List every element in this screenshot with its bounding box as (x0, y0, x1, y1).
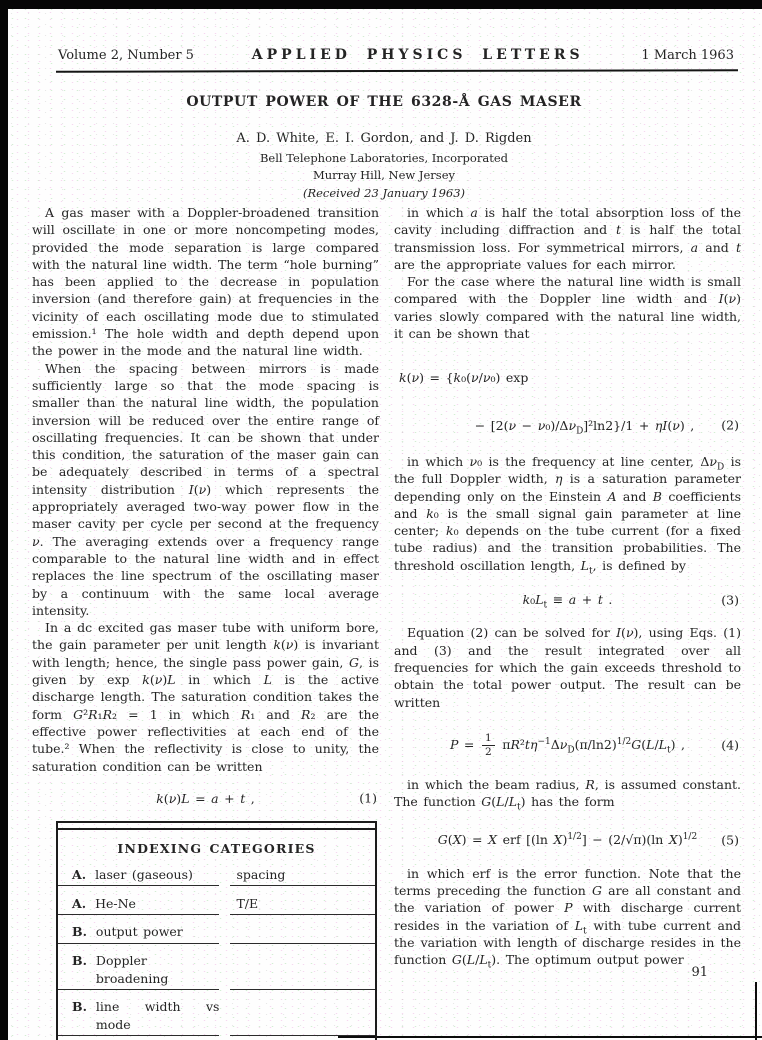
paragraph-4: in which a is half the total absorption loss of the cavity including diffraction and t is half the total transmission loss. For symmetrical mirrors, a and t are the appropriate values for each mirror. (394, 205, 741, 272)
page-number: 91 (691, 965, 708, 980)
indexing-box-title: INDEXING CATEGORIES (117, 841, 316, 857)
equation-2-line1: k(ν) = {k₀(ν/ν₀) exp (399, 370, 529, 386)
journal-header (58, 47, 734, 63)
indexing-row (68, 998, 365, 1036)
article-title-block (32, 94, 736, 200)
equation-5-body: G(X) = X erf [(ln X)$^{1/2}$] − (2/√π)(ln X)$^{1/2}$ (437, 832, 698, 848)
right-column (394, 204, 741, 1040)
article-title: OUTPUT POWER OF THE 6328-Å GAS MASER (186, 94, 582, 110)
indexing-item-right: T/E (230, 895, 375, 915)
paragraph-7: Equation (2) can be solved for I(ν), using Eqs. (1) and (3) and the result integrated over all frequencies for which the gain exceeds threshold to obtain the total power output. The result can be written (394, 625, 741, 710)
paragraph-6: in which ν₀ is the frequency at line center, $\Delta\nu_D$ is the full Doppler width, η is a saturation parameter depending only on the Einstein A and B coefficients and k₀ is the small signal gain parameter at line center; k₀ depends on the tube current (for a fixed tube radius) and the transition probabilities. The threshold oscillation length, $L_t$, is defined by (394, 453, 742, 577)
indexing-item-text: output power (95, 924, 183, 940)
indexing-row (68, 866, 365, 886)
equation-3-number: (3) (721, 592, 739, 608)
paragraph-9: in which erf is the error function. Note that the terms preceding the function G are all constant and the variation of power P with discharge current resides in the variation of $L_t$ with tube current and the variation with length of discharge resides in the function $G(L/L_t)$. The optimum output power (394, 865, 741, 971)
indexing-item (58, 895, 219, 915)
equation-2-number: (2) (721, 417, 739, 433)
indexing-item-text: laser (gaseous) (95, 866, 193, 882)
affiliation-location: Murray Hill, New Jersey (312, 168, 456, 182)
paragraph-8: in which the beam radius, R, is assumed constant. The function $G(L/L_t)$ has the form (394, 776, 741, 813)
paragraph-5: For the case where the natural line width is small compared with the Doppler line width and I(ν) varies slowly compared with the natural line width, it can be shown that (394, 274, 741, 342)
indexing-row (68, 895, 365, 915)
equation-4-rest: $\pi R^2t\eta^{-1}\Delta\nu_D(\pi/\ln 2)^{1/2}G(L/L_t)$ , (502, 736, 686, 756)
indexing-row (68, 952, 365, 990)
indexing-item (58, 866, 219, 886)
indexing-item-label: B. (72, 953, 87, 969)
two-column-body (32, 204, 741, 1040)
equation-5 (394, 831, 741, 848)
author-affiliation: Bell Telephone Laboratories, Incorporated (259, 151, 508, 165)
scan-edge-top (0, 0, 762, 9)
indexing-item-label: A. (72, 866, 87, 882)
fraction-numerator: 1 (482, 733, 495, 746)
scan-edge-right (755, 982, 757, 1040)
indexing-item-label: B. (72, 924, 87, 940)
equation-4-lhs: P = (449, 736, 475, 752)
equation-4-body (449, 731, 686, 758)
indexing-item-right (230, 923, 375, 943)
header-rule (56, 69, 738, 72)
equation-2-line2-body: − $[2(\nu - \nu_0)/\Delta\nu_D]^2\ln 2\}/1 + \eta I(\nu)$ , (474, 417, 695, 437)
indexing-item-right (230, 970, 375, 990)
paragraph-3: In a dc excited gas maser tube with uniform bore, the gain parameter per unit length k(ν) is invariant with length; hence, the single pass power gain, G, is given by exp k(ν)L in which L is the active discharge length. The saturation condition takes the form G²R₁R₂ = 1 in which R₁ and R₂ are the effective power reflectivities at each end of the tube.² When the reflectivity is close to unity, the saturation condition can be written (32, 620, 380, 774)
scan-edge-left (0, 0, 8, 1040)
equation-5-number: (5) (721, 832, 739, 848)
indexing-item-label: B. (72, 999, 87, 1015)
journal-title: APPLIED PHYSICS LETTERS (251, 47, 584, 63)
equation-3-body: $k_0L_t \equiv a + t$ . (522, 592, 613, 611)
indexing-item (58, 998, 219, 1036)
equation-4-fraction (482, 733, 495, 758)
equation-1-number: (1) (359, 790, 377, 806)
equation-3 (394, 591, 741, 611)
volume-issue: Volume 2, Number 5 (58, 48, 194, 63)
indexing-item (58, 923, 219, 943)
indexing-item-text: He-Ne (95, 895, 136, 911)
equation-4-number: (4) (721, 737, 739, 753)
fraction-denominator: 2 (485, 745, 492, 758)
article-authors: A. D. White, E. I. Gordon, and J. D. Rigden (236, 131, 532, 146)
indexing-box-topline (58, 828, 375, 830)
indexing-item-text: line width vs mode (95, 999, 220, 1032)
equation-2-line2 (394, 417, 741, 437)
indexing-item-label: A. (72, 895, 87, 911)
indexing-categories-box (56, 821, 377, 1040)
equation-1-body: k(ν)L = a + t , (156, 790, 255, 806)
indexing-item (58, 952, 219, 990)
paragraph-1: A gas maser with a Doppler-broadened transition will oscillate in one or more noncompeting modes, provided the mode separation is large compared with the natural line width. The term “hole burning” has been applied to the decrease in population inversion (and therefore gain) at frequencies in the vicinity of each oscillating mode due to stimulated emission.¹ The hole width and depth depend upon the power in the mode and the natural line width. (32, 205, 379, 359)
equation-4 (394, 733, 741, 758)
left-column (32, 204, 379, 1040)
indexing-row (68, 923, 365, 943)
issue-date: 1 March 1963 (641, 48, 734, 63)
paragraph-2: When the spacing between mirrors is made sufficiently large so that the mode spacing is smaller than the natural line width, the population inversion will be reduced over the entire range of oscillating frequencies. It can be shown that under this condition, the saturation of the maser gain can be adequately described in terms of a spectral intensity distribution I(ν) which represents the appropriately averaged two-way power flow in the maser cavity per cycle per second at the frequency ν. The averaging extends over a frequency range comparable to the natural line width and in effect replaces the line spectrum of the oscillating maser by a continuum with the same local average intensity. (32, 360, 379, 618)
received-date: (Received 23 January 1963) (302, 186, 466, 200)
indexing-item-text: Doppler broadening (95, 953, 169, 986)
indexing-item-right (230, 1016, 375, 1036)
indexing-item-right: spacing (230, 866, 375, 886)
equation-1 (32, 790, 379, 807)
